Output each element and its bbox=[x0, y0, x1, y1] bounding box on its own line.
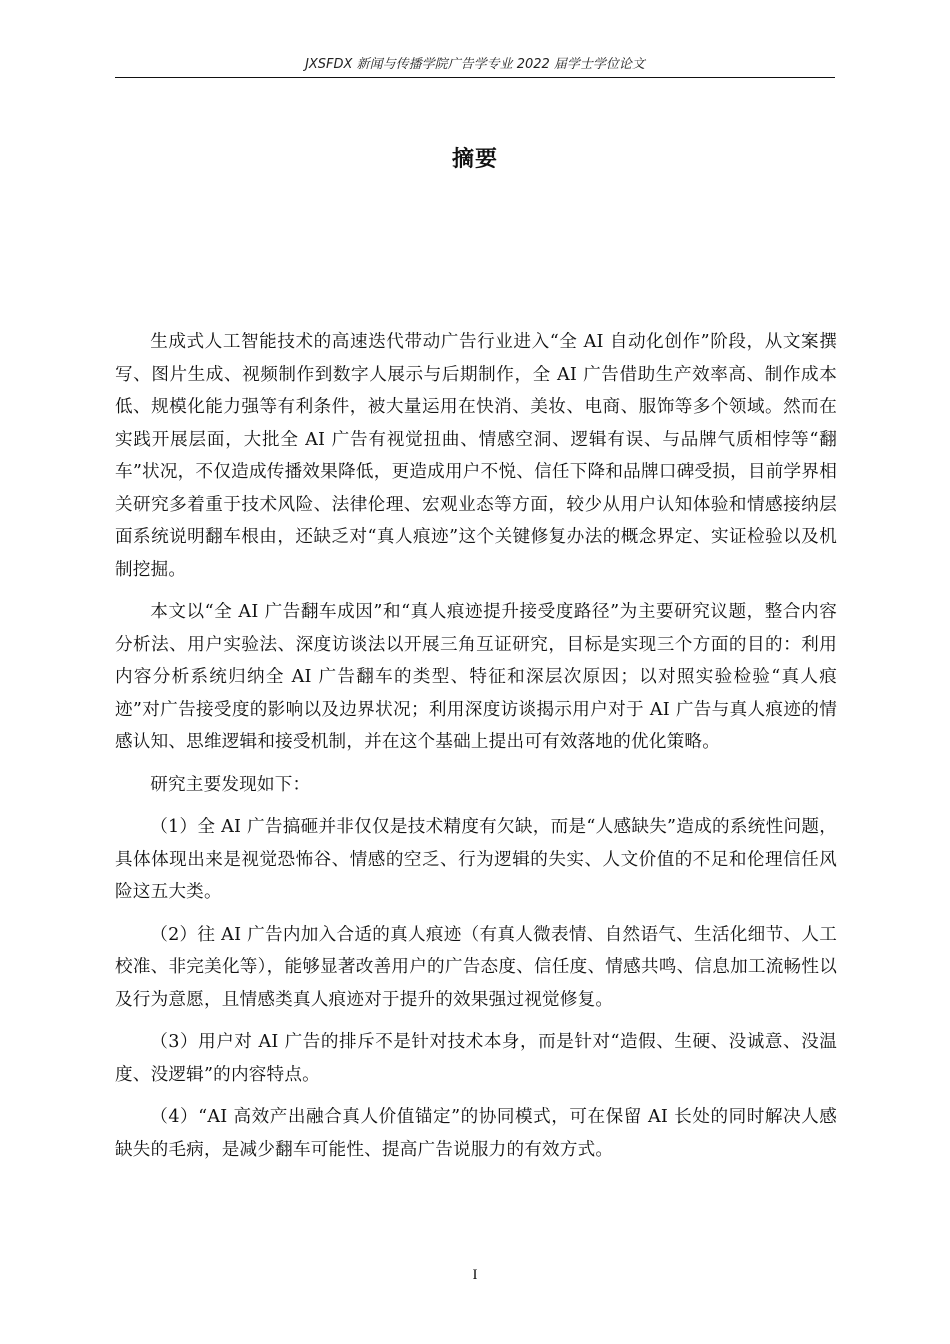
abstract-paragraph-background: 生成式人工智能技术的高速迭代带动广告行业进入“全 AI 自动化创作”阶段，从文案撰写、图片生成、视频制作到数字人展示与后期制作，全 AI 广告借助生产效率高、制作成本低、规模化能力强等有利条件，被大量运用在快消、美妆、电商、服饰等多个领域。然而在实践开展层面，大批全 AI 广告有视觉扭曲、情感空洞、逻辑有误、与品牌气质相悖等“翻车”状况，不仅造成传播效果降低，更造成用户不悦、信任下降和品牌口碑受损，目前学界相关研究多着重于技术风险、法律伦理、宏观业态等方面，较少从用户认知体验和情感接纳层面系统说明翻车根由，还缺乏对“真人痕迹”这个关键修复办法的概念界定、实证检验以及机制挖掘。 bbox=[115, 332, 837, 580]
abstract-title: 摘要 bbox=[451, 147, 498, 172]
finding-1: （1）全 AI 广告搞砸并非仅仅是技术精度有欠缺，而是“人感缺失”造成的系统性问题，具体体现出来是视觉恐怖谷、情感的空乏、行为逻辑的失实、人文价值的不足和伦理信任风险这五大类。 bbox=[115, 817, 837, 902]
page-header bbox=[115, 53, 835, 78]
abstract-paragraph-methods: 本文以“全 AI 广告翻车成因”和“真人痕迹提升接受度路径”为主要研究议题，整合内容分析法、用户实验法、深度访谈法以开展三角互证研究，目标是实现三个方面的目的：利用内容分析系统归纳全 AI 广告翻车的类型、特征和深层次原因；以对照实验检验“真人痕迹”对广告接受度的影响以及边界状况；利用深度访谈揭示用户对于 AI 广告与真人痕迹的情感认知、思维逻辑和接受机制，并在这个基础上提出可有效落地的优化策略。 bbox=[115, 602, 837, 752]
page-number: I bbox=[472, 1267, 478, 1283]
finding-4: （4）“AI 高效产出融合真人价值锚定”的协同模式，可在保留 AI 长处的同时解决人感缺失的毛病，是减少翻车可能性、提高广告说服力的有效方式。 bbox=[115, 1107, 837, 1160]
abstract-body bbox=[115, 326, 837, 1176]
finding-3: （3）用户对 AI 广告的排斥不是针对技术本身，而是针对“造假、生硬、没诚意、没温度、没逻辑”的内容特点。 bbox=[115, 1032, 837, 1085]
findings-intro: 研究主要发现如下： bbox=[150, 774, 311, 795]
header-text: JXSFDX 新闻与传播学院广告学专业 2022 届学士学位论文 bbox=[305, 57, 645, 72]
finding-2: （2）往 AI 广告内加入合适的真人痕迹（有真人微表情、自然语气、生活化细节、人工校准、非完美化等），能够显著改善用户的广告态度、信任度、情感共鸣、信息加工流畅性以及行为意愿，且情感类真人痕迹对于提升的效果强过视觉修复。 bbox=[115, 924, 837, 1010]
